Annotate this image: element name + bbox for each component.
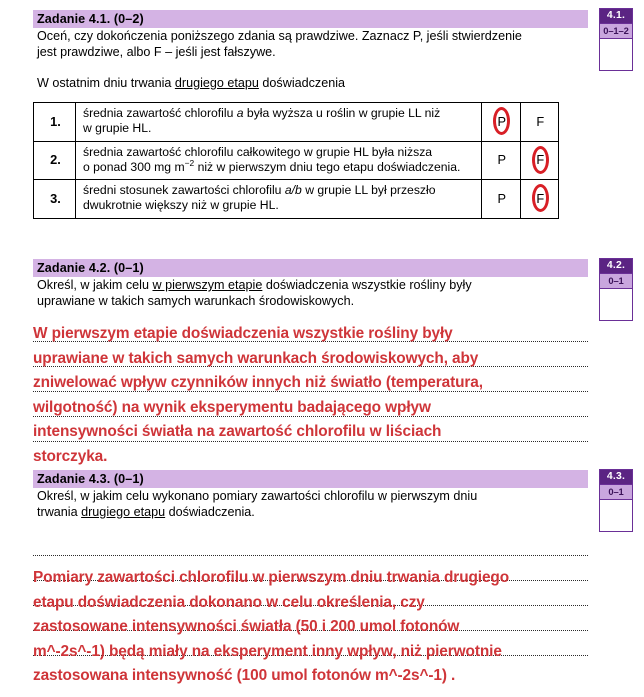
question-suffix: doświadczenia. (165, 504, 255, 519)
statement-line2: w grupie HL. (82, 121, 152, 136)
score-box-4-1 (599, 8, 633, 71)
question-underlined: drugiego etapu (81, 504, 166, 519)
question-underlined: w pierwszym etapie (152, 278, 263, 292)
question-prefix: trwania (37, 504, 82, 519)
task-4-1-stem-prefix: W ostatnim dniu trwania (37, 75, 175, 90)
row-number: 3. (34, 180, 76, 219)
task-4-2-answer[interactable] (33, 322, 599, 470)
table-row (34, 141, 559, 180)
question-suffix: doświadczenia wszystkie rośliny były (262, 278, 472, 292)
task-4-2-question-line1 (37, 278, 588, 294)
row-statement (75, 180, 481, 219)
option-f-selected[interactable]: F (532, 151, 548, 168)
statement-line1-part1: średnia zawartość chlorofilu (82, 106, 237, 120)
table-row (34, 180, 559, 219)
statement-line1-part2: była wyższa u roślin w grupie LL niż (243, 106, 441, 120)
statement-line1-part2: w grupie LL był przeszło (301, 183, 436, 198)
task-4-3-answer[interactable] (33, 566, 599, 689)
spacer (37, 60, 588, 76)
answer-line-text: m^-2s^-1) będą miały na eksperyment inny wpływ, niż pierwotnie (33, 642, 502, 660)
score-box-4-2 (599, 258, 633, 321)
option-f-selected[interactable]: F (532, 190, 548, 207)
statement-line2-part2: niż w pierwszym dniu tego etapu doświadczenia. (194, 159, 461, 174)
answer-line-text: zniwelować wpływ czynników innych niż światło (temperatura, (33, 374, 483, 392)
task-4-1-header: Zadanie 4.1. (0–2) (33, 10, 588, 28)
score-box-id: 4.1. (600, 9, 632, 23)
task-4-1-instruction (33, 28, 588, 91)
score-box-range: 0–1–2 (600, 23, 632, 38)
score-box-blank[interactable] (600, 38, 632, 70)
answer-line-text: zastosowana intensywność (100 umol fotonów m^-2s^-1) . (33, 667, 456, 685)
answer-line-text: wilgotność) na wynik eksperymentu badającego wpływ (33, 398, 431, 416)
row-number: 2. (34, 141, 76, 180)
option-p-cell[interactable] (482, 103, 521, 142)
option-p[interactable]: P (497, 152, 507, 168)
task-4-2-question-line2: uprawiane w takich samych warunkach środowiskowych. (37, 293, 355, 308)
task-4-1-stem-suffix: doświadczenia (258, 75, 346, 90)
task-4-1-instruction-line2: jest prawdziwe, albo F – jeśli jest fałszywe. (37, 44, 276, 59)
option-f-cell[interactable] (520, 180, 559, 219)
option-f[interactable]: F (536, 113, 545, 129)
answer-line-text: uprawiane w takich samych warunkach środowiskowych, aby (33, 349, 479, 367)
statement-italic: a (236, 106, 244, 120)
table-row (34, 103, 559, 142)
task-4-2-question (33, 277, 588, 309)
task-4-3-question (33, 488, 588, 520)
exponent: −2 (184, 157, 195, 168)
answer-line-text: Pomiary zawartości chlorofilu w pierwszym dniu trwania drugiego (33, 569, 510, 586)
option-p-cell[interactable] (482, 141, 521, 180)
row-statement (75, 141, 481, 180)
task-4-1-block (33, 10, 588, 91)
score-box-id: 4.2. (600, 259, 632, 273)
statement-line2-part1: o ponad 300 mg m (82, 159, 185, 174)
score-box-4-3 (599, 469, 633, 532)
statement-line1: średnia zawartość chlorofilu całkowitego w grupie HL była niższa (82, 144, 433, 159)
option-p-selected[interactable]: P (493, 113, 510, 130)
task-4-1-stem (37, 76, 588, 92)
score-box-range: 0–1 (600, 484, 632, 499)
true-false-table (33, 102, 559, 219)
statement-line2: dwukrotnie większy niż w grupie HL. (82, 198, 279, 213)
answer-line-text: zastosowane intensywności światła (50 i 200 umol fotonów (33, 618, 460, 636)
statement-italic: a/b (284, 183, 302, 198)
answer-line-text: etapu doświadczenia dokonano w celu określenia, czy (33, 593, 425, 611)
task-4-3-block (33, 470, 588, 520)
option-p-cell[interactable] (482, 180, 521, 219)
task-4-3-question-line1: Określ, w jakim celu wykonano pomiary zawartości chlorofilu w pierwszym dniu (37, 489, 478, 503)
answer-line-text: intensywności światła na zawartość chlorofilu w liściach (33, 423, 442, 441)
score-box-blank[interactable] (600, 499, 632, 531)
option-f-cell[interactable] (520, 141, 559, 180)
task-4-3-question-line2 (37, 505, 588, 521)
task-4-1-instruction-line1: Oceń, czy dokończenia poniższego zdania są prawdziwe. Zaznacz P, jeśli stwierdzenie (37, 29, 522, 43)
task-4-2-header: Zadanie 4.2. (0–1) (33, 259, 588, 277)
task-4-1-stem-underlined: drugiego etapu (174, 75, 259, 90)
row-statement (75, 103, 481, 142)
question-prefix: Określ, w jakim celu (37, 278, 153, 292)
task-4-3-header: Zadanie 4.3. (0–1) (33, 470, 588, 488)
option-p[interactable]: P (497, 190, 507, 206)
score-box-blank[interactable] (600, 288, 632, 320)
answer-line-text: W pierwszym etapie doświadczenia wszystkie rośliny były (33, 325, 453, 342)
score-box-id: 4.3. (600, 470, 632, 484)
answer-line (33, 555, 588, 556)
option-f-cell[interactable] (520, 103, 559, 142)
task-4-2-block (33, 259, 588, 309)
answer-line-text: storczyka. (33, 447, 108, 465)
score-box-range: 0–1 (600, 273, 632, 288)
row-number: 1. (34, 103, 76, 142)
statement-line1-part1: średni stosunek zawartości chlorofilu (82, 183, 285, 198)
